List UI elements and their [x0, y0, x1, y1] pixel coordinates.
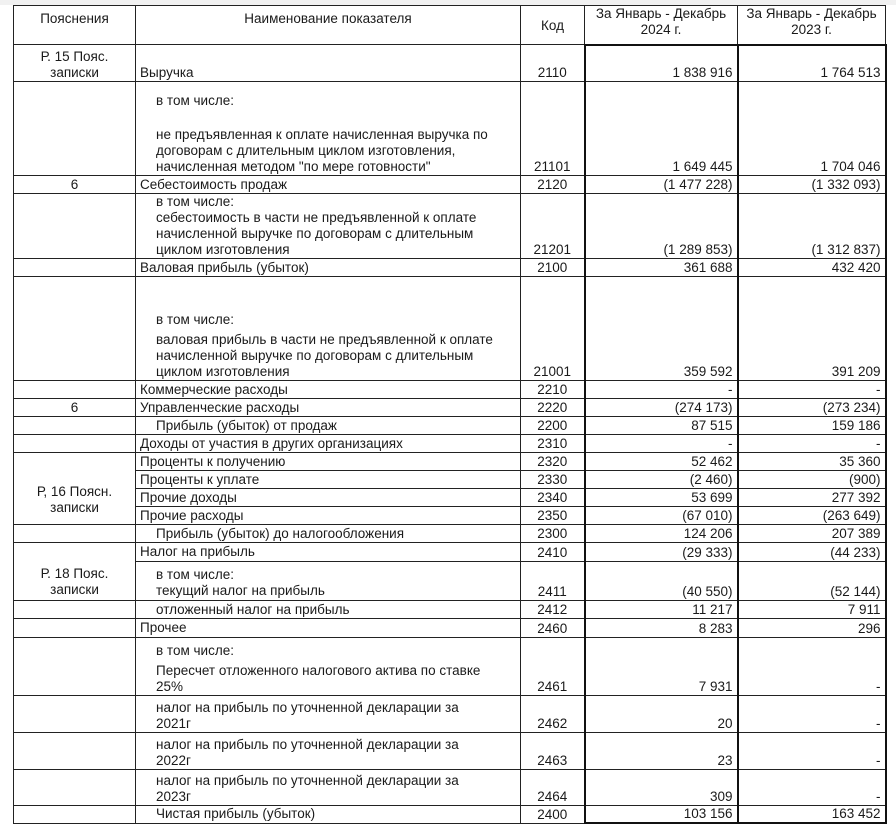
indicator-name — [136, 471, 521, 489]
value-2024 — [585, 601, 738, 619]
note-cell — [14, 453, 136, 525]
table-row-2462 — [14, 696, 886, 733]
value-2023 — [738, 453, 886, 471]
note-cell — [14, 82, 136, 176]
value-2024-text: 103 156 — [683, 806, 733, 821]
value-2023 — [738, 543, 886, 562]
value-2024-text: 8 283 — [698, 621, 733, 636]
code-cell — [521, 562, 585, 601]
indicator-label: Прибыль (убыток) до налогообложения — [156, 525, 405, 541]
indicator-label-line3: циклом изготовления — [156, 364, 290, 379]
value-2024 — [585, 45, 738, 82]
indicator-label: Проценты к уплате — [140, 471, 260, 487]
indicator-label-line3: начисленная методом "по мере готовности" — [156, 159, 431, 174]
note-ref: Р. 15 Пояс. — [40, 49, 109, 64]
code-cell — [521, 770, 585, 806]
table-row-2120 — [14, 176, 886, 194]
value-2023-text: 1 764 513 — [820, 65, 881, 80]
table-row-2410 — [14, 543, 886, 562]
indicator-name — [136, 381, 521, 399]
indicator-name — [136, 525, 521, 543]
note-ref: Р, 16 Поясн. — [36, 483, 113, 499]
indicator-name — [136, 619, 521, 638]
indicator-label: Налог на прибыль — [140, 544, 255, 559]
value-2024-text: 23 — [717, 753, 733, 768]
indicator-label-line2: договорам с длительным циклом изготовления, — [156, 143, 456, 158]
code-value: 2462 — [537, 716, 568, 731]
code-value: 2220 — [537, 400, 568, 415]
code-cell — [521, 381, 585, 399]
indicator-label-line1: налог на прибыль по уточненной декларации за — [156, 700, 459, 715]
value-2024-text: (2 460) — [689, 472, 733, 487]
value-2024 — [585, 417, 738, 435]
indicator-label: Прочие доходы — [140, 489, 237, 505]
code-cell — [521, 399, 585, 417]
code-value: 2110 — [537, 65, 567, 80]
code-value: 2200 — [537, 418, 568, 433]
subitem-label: в том числе: — [156, 93, 234, 108]
table-row-21101 — [14, 82, 886, 176]
indicator-name — [136, 82, 521, 176]
value-2023 — [738, 176, 886, 194]
code-value: 2350 — [537, 508, 568, 523]
table-header-row — [14, 6, 886, 45]
value-2024 — [585, 733, 738, 770]
code-value: 2300 — [537, 526, 568, 541]
value-2023-text: 277 392 — [831, 490, 881, 505]
indicator-name — [136, 696, 521, 733]
value-2023 — [738, 45, 886, 82]
header-period-2023-line1: За Январь - Декабрь — [746, 6, 877, 21]
value-2024 — [585, 562, 738, 601]
value-2024-text: (1 289 853) — [663, 242, 733, 257]
value-2023 — [738, 381, 886, 399]
value-2024-text: 309 — [709, 789, 733, 804]
code-cell — [521, 277, 585, 381]
value-2023 — [738, 82, 886, 176]
table-row-2460 — [14, 619, 886, 638]
value-2023-text: - — [876, 382, 881, 397]
code-cell — [521, 806, 585, 824]
value-2023 — [738, 507, 886, 525]
code-value: 2460 — [537, 621, 568, 636]
note-cell — [14, 381, 136, 399]
value-2023-text: - — [876, 679, 881, 694]
code-cell — [521, 435, 585, 453]
header-indicator-name — [136, 6, 521, 45]
note-cell — [14, 601, 136, 619]
code-value: 2411 — [537, 584, 567, 599]
code-value: 2464 — [537, 789, 568, 804]
note-ref-line2: записки — [50, 582, 99, 597]
table-row-2110 — [14, 45, 886, 82]
value-2023-text: 296 — [857, 621, 881, 636]
table-row-2220 — [14, 399, 886, 417]
indicator-label: отложенный налог на прибыль — [156, 601, 350, 617]
note-cell — [14, 733, 136, 770]
value-2024 — [585, 194, 738, 259]
value-2023 — [738, 417, 886, 435]
value-2023 — [738, 277, 886, 381]
value-2023 — [738, 194, 886, 259]
value-2023 — [738, 770, 886, 806]
code-value: 2340 — [537, 490, 568, 505]
subitem-label: в том числе: — [156, 567, 234, 582]
income-statement-document — [13, 5, 885, 824]
value-2023 — [738, 619, 886, 638]
code-value: 2410 — [537, 545, 568, 560]
value-2023-text: (52 144) — [830, 584, 881, 599]
indicator-label-line1: налог на прибыль по уточненной декларации за — [156, 773, 459, 788]
table-row-2300 — [14, 525, 886, 543]
value-2023 — [738, 525, 886, 543]
code-cell — [521, 259, 585, 277]
indicator-label: Валовая прибыль (убыток) — [140, 259, 309, 275]
note-cell — [14, 543, 136, 601]
indicator-label-line2: 2021г — [156, 716, 191, 731]
indicator-label-line2: 25% — [156, 679, 184, 694]
note-cell — [14, 638, 136, 696]
value-2023-text: 207 389 — [831, 526, 881, 541]
value-2024 — [585, 638, 738, 696]
table-row-2463 — [14, 733, 886, 770]
note-cell — [14, 194, 136, 259]
indicator-name — [136, 770, 521, 806]
table-row-2340 — [14, 489, 886, 507]
header-code — [521, 6, 585, 45]
value-2024 — [585, 381, 738, 399]
indicator-label-line2: 2022г — [156, 753, 191, 768]
indicator-label: Прибыль (убыток) от продаж — [156, 417, 337, 433]
note-cell — [14, 525, 136, 543]
note-cell — [14, 45, 136, 82]
value-2024 — [585, 543, 738, 562]
header-code-label: Код — [541, 17, 564, 33]
indicator-label: Коммерческие расходы — [140, 381, 288, 397]
indicator-label: Доходы от участия в других организациях — [140, 435, 403, 451]
value-2023-text: 163 452 — [831, 806, 881, 821]
value-2024-text: (40 550) — [682, 584, 733, 599]
subitem-label: в том числе: — [156, 643, 234, 658]
value-2023 — [738, 696, 886, 733]
code-value: 21201 — [533, 242, 572, 257]
value-2024-text: 20 — [717, 716, 733, 731]
value-2024-text: 361 688 — [683, 260, 733, 275]
table-row-2310 — [14, 435, 886, 453]
indicator-name — [136, 601, 521, 619]
indicator-name — [136, 45, 521, 82]
indicator-label: текущий налог на прибыль — [156, 583, 325, 598]
value-2023-text: 1 704 046 — [820, 159, 881, 174]
indicator-label: Прочее — [140, 620, 187, 635]
indicator-name — [136, 638, 521, 696]
code-cell — [521, 696, 585, 733]
header-notes — [14, 6, 136, 45]
income-statement-table — [13, 5, 887, 824]
table-row-2330 — [14, 471, 886, 489]
code-cell — [521, 453, 585, 471]
value-2024 — [585, 277, 738, 381]
note-ref: 6 — [70, 176, 79, 192]
table-row-2461 — [14, 638, 886, 696]
indicator-name — [136, 176, 521, 194]
value-2023-text: 35 360 — [839, 454, 881, 469]
indicator-name — [136, 562, 521, 601]
value-2024-text: (1 477 228) — [663, 177, 733, 192]
value-2024-text: 359 592 — [683, 364, 733, 379]
code-value: 2400 — [537, 806, 568, 822]
value-2023-text: (273 234) — [822, 400, 881, 415]
header-period-2023-line2: 2023 г. — [791, 22, 832, 37]
note-cell — [14, 399, 136, 417]
subitem-label: в том числе: — [156, 312, 234, 327]
value-2023-text: 391 209 — [831, 364, 881, 379]
value-2023-text: (1 332 093) — [811, 177, 881, 192]
value-2023-text: (900) — [848, 472, 881, 487]
value-2023-text: - — [876, 789, 881, 804]
indicator-name — [136, 399, 521, 417]
code-value: 2320 — [537, 454, 568, 469]
table-row-21201 — [14, 194, 886, 259]
value-2024 — [585, 453, 738, 471]
value-2023 — [738, 806, 886, 824]
value-2023 — [738, 259, 886, 277]
code-value: 21001 — [533, 364, 572, 379]
value-2024-text: - — [728, 436, 733, 451]
indicator-name — [136, 507, 521, 525]
indicator-name — [136, 194, 521, 259]
code-cell — [521, 525, 585, 543]
value-2024 — [585, 489, 738, 507]
value-2024 — [585, 696, 738, 733]
value-2024-text: 52 462 — [691, 454, 733, 469]
indicator-name — [136, 543, 521, 562]
indicator-label-line2: 2023г — [156, 789, 191, 804]
code-value: 2310 — [537, 436, 568, 451]
indicator-label-line1: налог на прибыль по уточненной декларации за — [156, 737, 459, 752]
table-row-2210 — [14, 381, 886, 399]
code-cell — [521, 82, 585, 176]
code-cell — [521, 417, 585, 435]
value-2024 — [585, 619, 738, 638]
value-2024 — [585, 399, 738, 417]
value-2024-text: (274 173) — [674, 400, 733, 415]
indicator-name — [136, 489, 521, 507]
code-value: 2100 — [537, 260, 568, 275]
indicator-name — [136, 277, 521, 381]
code-cell — [521, 619, 585, 638]
value-2023 — [738, 489, 886, 507]
code-value: 21101 — [533, 159, 571, 174]
value-2024 — [585, 259, 738, 277]
table-row-2400 — [14, 806, 886, 824]
code-cell — [521, 45, 585, 82]
value-2023-text: (1 312 837) — [811, 242, 881, 257]
code-value: 2463 — [537, 753, 568, 768]
value-2023 — [738, 601, 886, 619]
value-2023-text: - — [876, 436, 881, 451]
indicator-name — [136, 733, 521, 770]
value-2024 — [585, 471, 738, 489]
note-cell — [14, 176, 136, 194]
indicator-label-line3: циклом изготовления — [156, 242, 290, 257]
code-value: 2210 — [537, 382, 568, 397]
code-cell — [521, 194, 585, 259]
indicator-label: Себестоимость продаж — [140, 176, 287, 192]
note-cell — [14, 619, 136, 638]
header-name-label: Наименование показателя — [244, 11, 412, 26]
value-2024 — [585, 435, 738, 453]
value-2024-text: - — [728, 382, 733, 397]
table-row-2411 — [14, 562, 886, 601]
note-cell — [14, 696, 136, 733]
note-ref-line2: записки — [50, 499, 99, 515]
note-cell — [14, 770, 136, 806]
code-value: 2461 — [537, 679, 568, 694]
value-2023 — [738, 733, 886, 770]
indicator-name — [136, 806, 521, 824]
table-row-2100 — [14, 259, 886, 277]
header-period-2024-line2: 2024 г. — [640, 22, 682, 37]
indicator-label-line2: начисленной выручке по договорам с длительным — [156, 348, 474, 363]
table-row-2350 — [14, 507, 886, 525]
table-row-2320 — [14, 453, 886, 471]
table-row-2464 — [14, 770, 886, 806]
value-2024-text: 11 217 — [692, 602, 733, 617]
code-cell — [521, 507, 585, 525]
indicator-label-line1: не предъявленная к оплате начисленная выручка по — [156, 127, 488, 142]
indicator-label: Чистая прибыль (убыток) — [156, 806, 316, 822]
code-value: 2412 — [537, 602, 568, 617]
value-2023 — [738, 399, 886, 417]
note-ref: 6 — [70, 399, 79, 415]
table-row-21001 — [14, 277, 886, 381]
indicator-name — [136, 453, 521, 471]
value-2023-text: 432 420 — [831, 260, 881, 275]
code-cell — [521, 733, 585, 770]
code-cell — [521, 176, 585, 194]
indicator-name — [136, 259, 521, 277]
indicator-label-line1: Пересчет отложенного налогового актива по ставке — [156, 663, 481, 678]
table-row-2412 — [14, 601, 886, 619]
note-cell — [14, 435, 136, 453]
value-2023-text: (44 233) — [830, 545, 881, 560]
code-cell — [521, 638, 585, 696]
value-2024 — [585, 176, 738, 194]
code-cell — [521, 543, 585, 562]
value-2024-text: 7 931 — [698, 679, 733, 694]
value-2024 — [585, 507, 738, 525]
value-2023-text: 159 186 — [831, 418, 881, 433]
value-2023-text: (263 649) — [822, 508, 881, 523]
value-2024 — [585, 806, 738, 824]
code-value: 2330 — [537, 472, 568, 487]
value-2024-text: 1 649 445 — [672, 159, 733, 174]
code-value: 2120 — [537, 177, 568, 192]
value-2024-text: (67 010) — [682, 508, 733, 523]
note-ref: Р. 18 Пояс. — [40, 566, 109, 581]
code-cell — [521, 471, 585, 489]
value-2023 — [738, 638, 886, 696]
value-2023 — [738, 562, 886, 601]
code-cell — [521, 601, 585, 619]
value-2024-text: 87 515 — [691, 418, 733, 433]
table-row-2200 — [14, 417, 886, 435]
indicator-label-line2: начисленной выручке по договорам с длительным — [156, 226, 474, 241]
value-2023 — [738, 471, 886, 489]
indicator-label: Управленческие расходы — [140, 399, 300, 415]
value-2024-text: 1 838 916 — [672, 65, 733, 80]
header-period-2023 — [738, 6, 886, 45]
indicator-label-line1: себестоимость в части не предъявленной к оплате — [156, 210, 477, 225]
header-notes-label: Пояснения — [40, 11, 109, 26]
value-2024-text: 53 699 — [691, 490, 733, 505]
value-2024-text: (29 333) — [682, 545, 733, 560]
header-period-2024-line1: За Январь - Декабрь — [595, 6, 727, 21]
value-2024 — [585, 82, 738, 176]
indicator-label: Прочие расходы — [140, 507, 244, 523]
value-2023 — [738, 435, 886, 453]
subitem-label: в том числе: — [156, 194, 234, 209]
note-cell — [14, 417, 136, 435]
indicator-label: Проценты к получению — [140, 453, 286, 469]
value-2023-text: 7 911 — [847, 602, 881, 617]
note-cell — [14, 259, 136, 277]
header-period-2024 — [585, 6, 738, 45]
note-cell — [14, 277, 136, 381]
value-2024-text: 124 206 — [683, 526, 733, 541]
note-cell — [14, 806, 136, 824]
indicator-name — [136, 417, 521, 435]
value-2024 — [585, 525, 738, 543]
indicator-label: Выручка — [140, 65, 194, 80]
value-2024 — [585, 770, 738, 806]
value-2023-text: - — [876, 753, 881, 768]
indicator-name — [136, 435, 521, 453]
value-2023-text: - — [876, 716, 881, 731]
indicator-label-line1: валовая прибыль в части не предъявленной к оплате — [156, 332, 493, 347]
note-ref-line2: записки — [50, 65, 99, 80]
code-cell — [521, 489, 585, 507]
